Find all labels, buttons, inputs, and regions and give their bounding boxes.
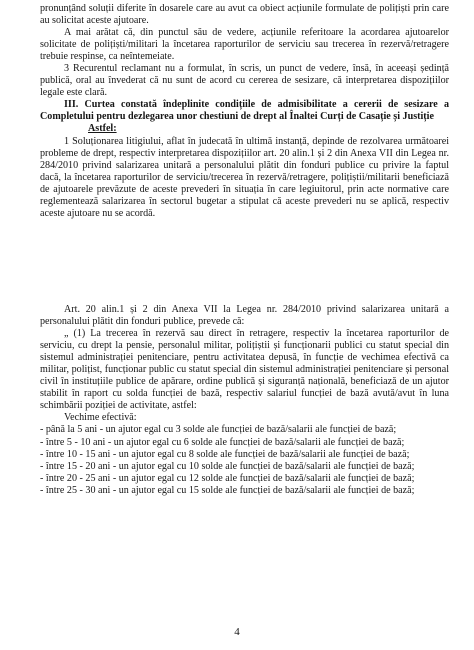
section-label: Astfel: [88, 123, 117, 135]
section-heading: III. Curtea constată îndeplinite condițiile de admisibilitate a cererii de sesizare a Completului pentru dezlegarea unor chestiuni de drept al Înaltei Curți de Casație și Justiție [40, 99, 449, 123]
list-item: - între 15 - 20 ani - un ajutor egal cu 10 solde ale funcției de bază/salarii ale funcției de bază; [40, 460, 415, 472]
paragraph: „ (1) La trecerea în rezervă sau direct în retragere, respectiv la încetarea raporturilor de serviciu, cu drept la pensie, personalul militar, polițiștii și funcționarii publici cu statut special din sistemul administrației penitenciare, pentru activitatea depusă, în funcție de vechimea efectivă ca militar, polițist, funcționar public cu statut special din sistemul administrației penitenciare și personal civil în instituțiile publice de apărare, ordine publică și siguranță națională, beneficiază de un ajutor stabilit în raport cu solda funcției de bază, respectiv salariul funcției de bază avută/avut în luna schimbării poziției de activitate, astfel: [40, 328, 449, 412]
document-body-top [40, 3, 449, 220]
paragraph: Art. 20 alin.1 și 2 din Anexa VII la Legea nr. 284/2010 privind salarizarea unitară a personalului plătit din fonduri publice, prevede că: [40, 304, 449, 328]
page-number: 4 [234, 626, 240, 638]
list-item: - până la 5 ani - un ajutor egal cu 3 solde ale funcției de bază/salarii ale funcției de bază; [40, 424, 397, 436]
paragraph: 3 Recurentul reclamant nu a formulat, în scris, un punct de vedere, însă, în aceeași ședință publică, oral au învederat că nu sunt de acord cu cererea de sesizare, că interpretarea dispozițiilor legale este clară. [40, 63, 449, 99]
document-body-legal-quote [40, 304, 449, 497]
list-item: - între 5 - 10 ani - un ajutor egal cu 6 solde ale funcției de bază/salarii ale funcției de bază; [40, 436, 405, 448]
list-item: - între 20 - 25 ani - un ajutor egal cu 12 solde ale funcției de bază/salarii ale funcției de bază; [40, 472, 415, 484]
list-item: - între 10 - 15 ani - un ajutor egal cu 8 solde ale funcției de bază/salarii ale funcției de bază; [40, 448, 410, 460]
paragraph: pronunțând soluții diferite în dosarele care au avut ca obiect acțiunile formulate de polițiști prin care au solicitat aceste ajutoare. [40, 3, 449, 27]
list-item: - între 25 - 30 ani - un ajutor egal cu 15 solde ale funcției de bază/salarii ale funcției de bază; [40, 484, 415, 496]
paragraph: Vechime efectivă: [64, 412, 137, 424]
paragraph: A mai arătat că, din punctul său de vedere, acțiunile referitoare la acordarea ajutoarelor solicitate de polițiști/militari la încetarea raporturilor de serviciu sau trecerea în rezervă/retragere trebuie respinse, ca neîntemeiate. [40, 27, 449, 63]
paragraph: 1 Soluționarea litigiului, aflat în judecată în ultimă instanță, depinde de rezolvarea următoarei probleme de drept, respectiv interpretarea dispozițiilor art. 20 alin.1 și 2 din Anexa VII din Legea nr. 284/2010 privind salarizarea unitară a personalului plătit din fonduri publice cu privire la faptul dacă, la încetarea raporturilor de serviciu/trecerea în rezervă/retragere, polițiștii/militarii beneficiază de ajutoarele prevăzute de aceste prevederi în situația în care legiuitorul, prin acte normative care reglementează salarizarea în sectorul bugetar a stipulat că aceste prevederi nu se aplică, respectiv aceste ajutoare nu se acordă. [40, 135, 449, 219]
